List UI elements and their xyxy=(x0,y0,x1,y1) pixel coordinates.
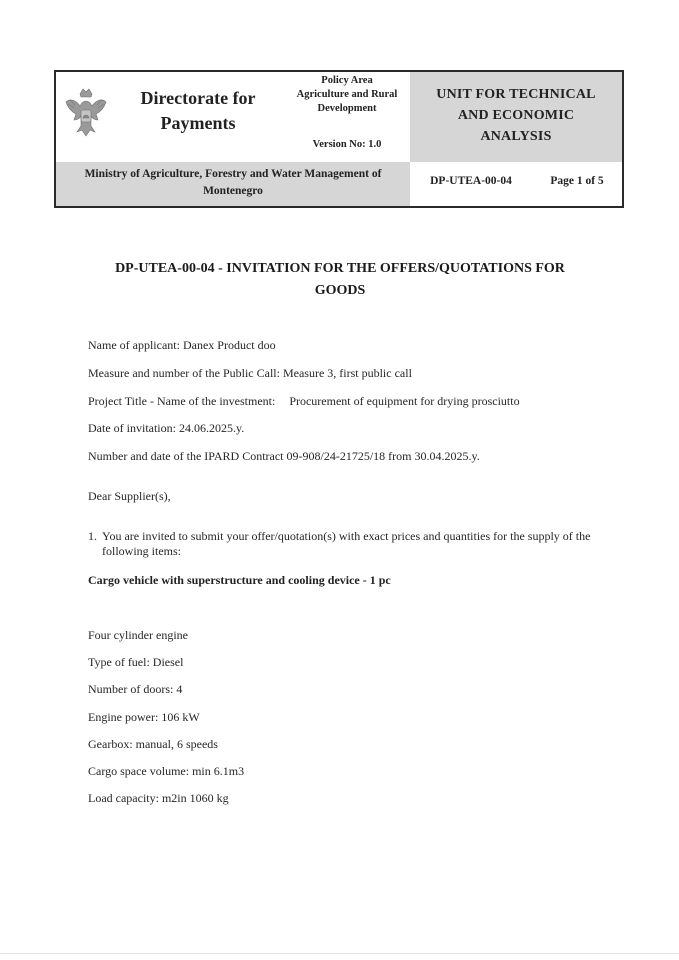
page-number: Page 1 of 5 xyxy=(550,175,604,187)
list-item-number: 1. xyxy=(88,529,97,543)
spec-item: Cargo space volume: min 6.1m3 xyxy=(88,764,245,778)
measure-line: Measure and number of the Public Call: Measure 3, first public call xyxy=(88,366,412,380)
version-number: Version No: 1.0 xyxy=(312,139,382,150)
spec-item: Four cylinder engine xyxy=(88,628,188,642)
list-item-1 xyxy=(88,529,608,559)
document-code: DP-UTEA-00-04 xyxy=(430,175,512,187)
unit-title: UNIT FOR TECHNICAL AND ECONOMIC ANALYSIS xyxy=(436,87,596,144)
product-heading: Cargo vehicle with superstructure and cooling device - 1 pc xyxy=(88,573,391,587)
spec-item: Number of doors: 4 xyxy=(88,682,183,696)
spec-item: Load capacity: m2in 1060 kg xyxy=(88,791,229,805)
directorate-cell xyxy=(56,72,284,162)
list-item-text: You are invited to submit your offer/quotation(s) with exact prices and quantities for the supply of the following items: xyxy=(102,529,591,558)
ministry-cell xyxy=(56,162,410,206)
invitation-date-line: Date of invitation: 24.06.2025.y. xyxy=(88,421,245,435)
page-edge-divider xyxy=(0,953,679,954)
version-cell xyxy=(284,130,410,162)
header-table xyxy=(54,70,624,208)
applicant-line: Name of applicant: Danex Product doo xyxy=(88,338,276,352)
montenegro-coat-of-arms-icon xyxy=(62,86,110,142)
page-number-cell xyxy=(532,162,622,206)
policy-area-cell xyxy=(284,72,410,130)
document-title: DP-UTEA-00-04 - INVITATION FOR THE OFFERS/QUOTATIONS FOR GOODS xyxy=(115,261,565,298)
spec-item: Engine power: 106 kW xyxy=(88,710,200,724)
unit-cell xyxy=(410,72,622,162)
project-title-label: Project Title - Name of the investment: xyxy=(88,394,276,408)
directorate-title: Directorate for Payments xyxy=(140,88,256,133)
salutation: Dear Supplier(s), xyxy=(88,489,171,503)
ministry-name: Ministry of Agriculture, Forestry and Water Management of Montenegro xyxy=(84,168,382,197)
contract-line: Number and date of the IPARD Contract 09-908/24-21725/18 from 30.04.2025.y. xyxy=(88,449,480,463)
project-title-value: Procurement of equipment for drying prosciutto xyxy=(289,394,520,408)
policy-area-text: Policy Area Agriculture and Rural Development xyxy=(296,75,398,114)
document-code-cell xyxy=(410,162,532,206)
spec-item: Gearbox: manual, 6 speeds xyxy=(88,737,218,751)
spec-item: Type of fuel: Diesel xyxy=(88,655,184,669)
project-title-line xyxy=(88,394,520,409)
